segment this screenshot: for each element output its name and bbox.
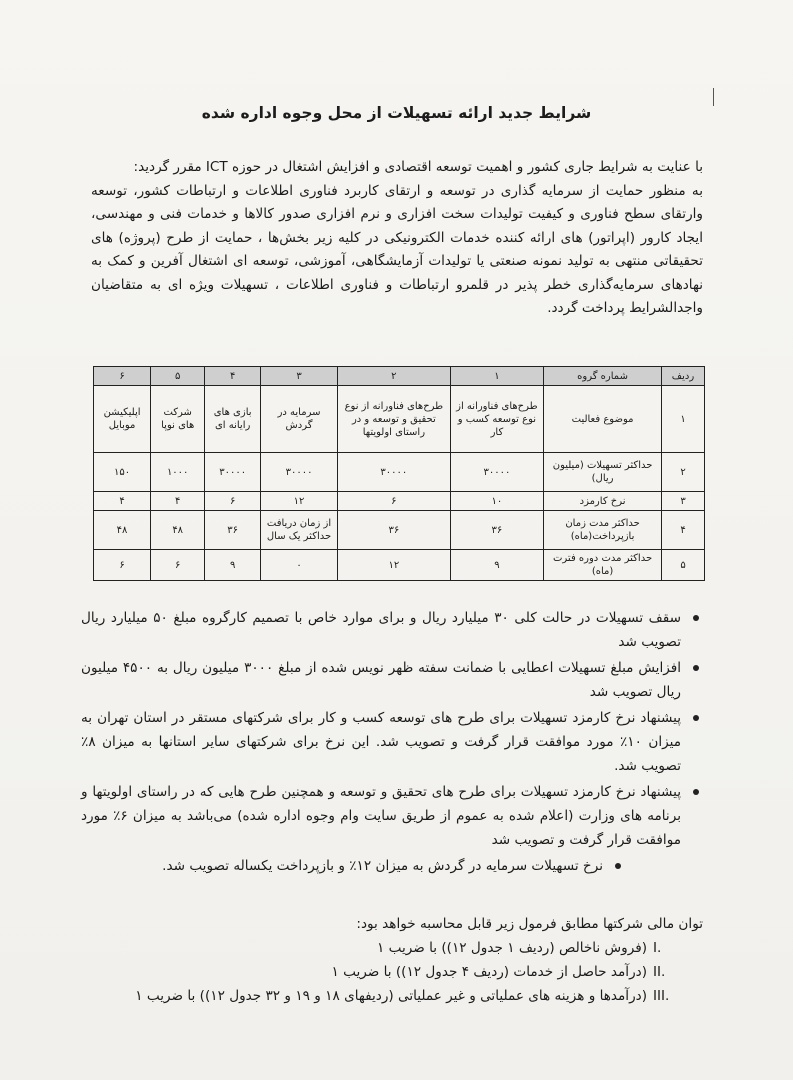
table-cell: ۶ [94, 550, 151, 581]
table-row [94, 492, 705, 511]
formula-item [115, 984, 675, 1008]
table-cell: بازی های رایانه ای [205, 386, 261, 453]
table-cell: اپلیکیشن موبایل [94, 386, 151, 453]
header-group-label: شماره گروه [544, 367, 662, 386]
table-cell: ۶ [151, 550, 205, 581]
table-cell: سرمایه در گردش [261, 386, 338, 453]
table-cell: ۴ [94, 492, 151, 511]
table-cell: ۱۰ [450, 492, 543, 511]
table-cell: ۶ [205, 492, 261, 511]
row-label: حداکثر تسهیلات (میلیون ریال) [544, 453, 662, 492]
table-cell: ۳۰۰۰۰ [261, 453, 338, 492]
bullet-item: سقف تسهیلات در حالت کلی ۳۰ میلیارد ریال و برای موارد خاص با تصمیم کارگروه مبلغ ۵۰ میلیارد ریال تصویب شد [81, 606, 703, 654]
table-cell: ۴۸ [151, 511, 205, 550]
facilities-table-wrapper [93, 366, 705, 581]
bullet-item: پیشنهاد نرخ کارمزد تسهیلات برای طرح های تحقیق و توسعه و همچنین طرح هایی که در راستای اولویتها و برنامه های وزارت (اعلام شده به عموم از طریق سایت وام وجوه اداره شده) می‌باشد به میزان ۶٪ مورد موافقت قرار گرفت و تصویب شد [81, 780, 703, 852]
formula-intro: توان مالی شرکتها مطابق فرمول زیر قابل محاسبه خواهد بود: [356, 916, 703, 932]
formula-numeral: II. [653, 964, 666, 980]
row-index: ۲ [662, 453, 705, 492]
bullet-item: پیشنهاد نرخ کارمزد تسهیلات برای طرح های توسعه کسب و کار برای شرکتهای مستقر در استان تهران به میزان ۱۰٪ مورد موافقت قرار گرفت و تصویب شد. این نرخ برای شرکتهای سایر استانها به میزان ۸٪ تصویب شد. [81, 706, 703, 778]
header-row-label: ردیف [662, 367, 705, 386]
table-row [94, 511, 705, 550]
table-row [94, 453, 705, 492]
document-title: شرایط جدید ارائه تسهیلات از محل وجوه اداره شده [201, 104, 592, 122]
table-row [94, 550, 705, 581]
group-number: ۳ [261, 367, 338, 386]
table-cell: ۰ [261, 550, 338, 581]
table-cell: طرح‌های فناورانه از نوع تحقیق و توسعه و در راستای اولویتها [338, 386, 451, 453]
intro-section [91, 156, 703, 321]
resolution-bullets [81, 606, 703, 880]
row-index: ۳ [662, 492, 705, 511]
formula-item [115, 936, 675, 960]
row-index: ۴ [662, 511, 705, 550]
formula-text: (فروش ناخالص (ردیف ۱ جدول ۱۲)) با ضریب ۱ [377, 940, 647, 956]
row-index: ۱ [662, 386, 705, 453]
formula-numeral: I. [653, 940, 662, 956]
table-cell: ۳۰۰۰۰ [338, 453, 451, 492]
table-cell: ۴ [151, 492, 205, 511]
facilities-table [93, 366, 705, 581]
table-cell: ۳۶ [338, 511, 451, 550]
formula-text: (درآمدها و هزینه های عملیاتی و غیر عملیاتی (ردیفهای ۱۸ و ۱۹ و ۳۲ جدول ۱۲)) با ضریب ۱ [135, 988, 647, 1004]
formula-list [115, 936, 675, 1008]
group-number: ۶ [94, 367, 151, 386]
formula-item [115, 960, 675, 984]
table-cell: ۹ [450, 550, 543, 581]
table-cell: ۳۰۰۰۰ [450, 453, 543, 492]
group-number: ۴ [205, 367, 261, 386]
table-row [94, 386, 705, 453]
formula-numeral: III. [653, 988, 670, 1004]
row-label: حداکثر مدت دوره فترت (ماه) [544, 550, 662, 581]
row-label: نرخ کارمزد [544, 492, 662, 511]
bullet-item: افزایش مبلغ تسهیلات اعطایی با ضمانت سفته ظهر نویس شده از مبلغ ۳۰۰۰ میلیون ریال به ۴۵۰۰ میلیون ریال تصویب شد [81, 656, 703, 704]
formula-text: (درآمد حاصل از خدمات (ردیف ۴ جدول ۱۲)) با ضریب ۱ [331, 964, 647, 980]
table-cell: ۳۰۰۰۰ [205, 453, 261, 492]
group-number: ۵ [151, 367, 205, 386]
intro-line: با عنایت به شرایط جاری کشور و اهمیت توسعه اقتصادی و افزایش اشتغال در حوزه ICT مقرر گردید: [133, 159, 703, 175]
table-cell: شرکت های نوپا [151, 386, 205, 453]
table-cell: ۱۲ [261, 492, 338, 511]
table-cell: ۴۸ [94, 511, 151, 550]
table-cell: ۱۵۰ [94, 453, 151, 492]
row-label: موضوع فعالیت [544, 386, 662, 453]
intro-paragraph: به منظور حمایت از سرمایه گذاری در توسعه و ارتقای کاربرد فناوری اطلاعات و ارتباطات کشور، توسعه وارتقای سطح فناوری و کیفیت تولیدات سخت افزاری و نرم افزاری صدور کالاها و خدمات فنی و مهندسی، ایجاد کارور (اپراتور) های ارائه کننده خدمات الکترونیکی در کلیه زیر بخش‌ها ، حمایت از طرح (پروژه) های تحقیقاتی منتهی به تولید نمونه صنعتی یا تولیدات آزمایشگاهی، آموزشی، توسعه ای اشتغال آفرین و کمک به نهادهای سرمایه‌گذاری خطر پذیر در قلمرو ارتباطات و فناوری اطلاعات ، تسهیلات ویژه ای به متقاضیان واجدالشرایط پرداخت گردد. [91, 182, 703, 316]
bullet-item: نرخ تسهیلات سرمایه در گردش به میزان ۱۲٪ و بازپرداخت یکساله تصویب شد. [81, 854, 703, 878]
table-header-row [94, 367, 705, 386]
table-cell: ۹ [205, 550, 261, 581]
table-cell: ۱۰۰۰ [151, 453, 205, 492]
group-number: ۱ [450, 367, 543, 386]
table-cell: از زمان دریافت حداکثر یک سال [261, 511, 338, 550]
table-cell: ۶ [338, 492, 451, 511]
table-cell: طرح‌های فناورانه از نوع توسعه کسب و کار [450, 386, 543, 453]
row-index: ۵ [662, 550, 705, 581]
table-cell: ۱۲ [338, 550, 451, 581]
row-label: حداکثر مدت زمان بازپرداخت(ماه) [544, 511, 662, 550]
table-cell: ۳۶ [450, 511, 543, 550]
group-number: ۲ [338, 367, 451, 386]
table-cell: ۳۶ [205, 511, 261, 550]
